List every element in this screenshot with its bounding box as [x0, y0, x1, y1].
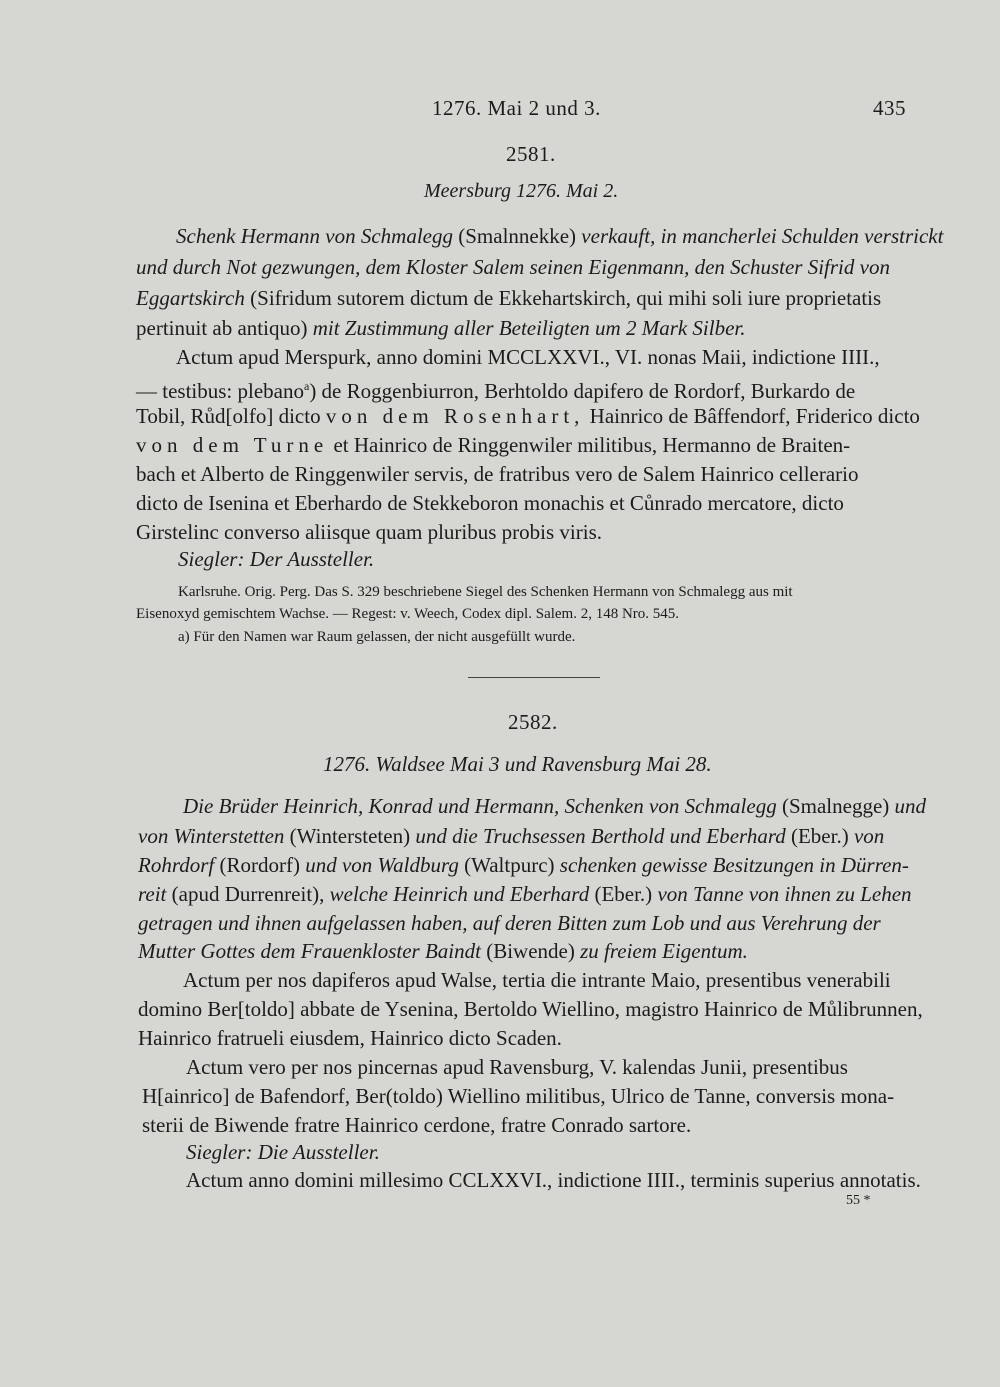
final-actum-line: Actum anno domini millesimo CCLXXVI., indictione IIII., terminis superius annotatis.: [186, 1168, 921, 1192]
actum-line: Hainrico fratrueli eiusdem, Hainrico dicto Scaden.: [138, 1026, 562, 1050]
actum-line: Actum apud Merspurk, anno domini MCCLXXVI., VI. nonas Maii, indictione IIII.,: [176, 345, 880, 369]
siegler-line: Siegler: Der Aussteller.: [178, 547, 375, 571]
summary-line: reit (apud Durrenreit), welche Heinrich und Eberhard (Eber.) von Tanne von ihnen zu Lehen: [138, 882, 912, 906]
place-date-line: Meersburg 1276. Mai 2.: [424, 180, 619, 202]
actum-line: H[ainrico] de Bafendorf, Ber(toldo) Wiellino militibus, Ulrico de Tanne, conversis mona-: [142, 1084, 895, 1108]
summary-line: Rohrdorf (Rordorf) und von Waldburg (Waltpurc) schenken gewisse Besitzungen in Dürren-: [138, 853, 909, 877]
footnote-marker: a: [303, 379, 310, 393]
summary-line: Eggartskirch (Sifridum sutorem dictum de Ekkehartskirch, qui mihi soli iure proprietatis: [136, 286, 882, 310]
summary-line: Schenk Hermann von Schmalegg (Smalnnekke) verkauft, in mancherlei Schulden verstrickt: [176, 224, 944, 248]
section-divider: [468, 677, 600, 678]
witness-line: dicto de Isenina et Eberhardo de Stekkeboron monachis et Cůnrado mercatore, dicto: [136, 491, 844, 515]
document-number: 2581.: [506, 142, 556, 166]
page-number: 435: [873, 96, 906, 120]
place-date-line: 1276. Waldsee Mai 3 und Ravensburg Mai 28.: [323, 752, 712, 776]
summary-line: Die Brüder Heinrich, Konrad und Hermann, Schenken von Schmalegg (Smalnegge) und: [183, 794, 927, 818]
witness-line: — testibus: plebano$^a$) de Roggenbiurron, Berhtoldo dapifero de Rordorf, Burkardo de: [136, 379, 856, 403]
running-header: 1276. Mai 2 und 3.: [432, 96, 601, 120]
summary-line: getragen und ihnen aufgelassen haben, auf deren Bitten zum Lob und aus Verehrung der: [138, 911, 881, 935]
footnote: a) Für den Namen war Raum gelassen, der nicht ausgefüllt wurde.: [178, 629, 576, 645]
signature-mark: 55 *: [846, 1193, 871, 1208]
siegler-line: Siegler: Die Aussteller.: [186, 1140, 380, 1164]
summary-line: Mutter Gottes dem Frauenkloster Baindt (Biwende) zu freiem Eigentum.: [138, 939, 748, 963]
source-note: Eisenoxyd gemischtem Wachse. — Regest: v. Weech, Codex dipl. Salem. 2, 148 Nro. 545.: [136, 606, 680, 622]
witness-line: Girstelinc converso aliisque quam pluribus probis viris.: [136, 520, 603, 544]
witness-line: bach et Alberto de Ringgenwiler servis, de fratribus vero de Salem Hainrico cellerario: [136, 462, 859, 486]
document-number: 2582.: [508, 710, 558, 734]
summary-line: und durch Not gezwungen, dem Kloster Salem seinen Eigenmann, den Schuster Sifrid von: [136, 255, 890, 279]
summary-line: von Winterstetten (Wintersteten) und die Truchsessen Berthold und Eberhard (Eber.) von: [138, 824, 885, 848]
witness-line: von dem Turne et Hainrico de Ringgenwiler militibus, Hermanno de Braiten-: [136, 433, 851, 457]
source-note: Karlsruhe. Orig. Perg. Das S. 329 beschriebene Siegel des Schenken Hermann von Schmalegg aus mit: [178, 584, 793, 600]
actum-line: domino Ber[toldo] abbate de Ysenina, Bertoldo Wiellino, magistro Hainrico de Můlibrunnen,: [138, 997, 923, 1021]
actum-line: Actum vero per nos pincernas apud Ravensburg, V. kalendas Junii, presentibus: [186, 1055, 848, 1079]
actum-line: sterii de Biwende fratre Hainrico cerdone, fratre Conrado sartore.: [142, 1113, 692, 1137]
summary-line: pertinuit ab antiquo) mit Zustimmung aller Beteiligten um 2 Mark Silber.: [136, 316, 746, 340]
actum-line: Actum per nos dapiferos apud Walse, tertia die intrante Maio, presentibus venerabili: [183, 968, 891, 992]
witness-line: Tobil, Růd[olfo] dicto von dem Rosenhart, Hainrico de Bâffendorf, Friderico dicto: [136, 404, 920, 428]
